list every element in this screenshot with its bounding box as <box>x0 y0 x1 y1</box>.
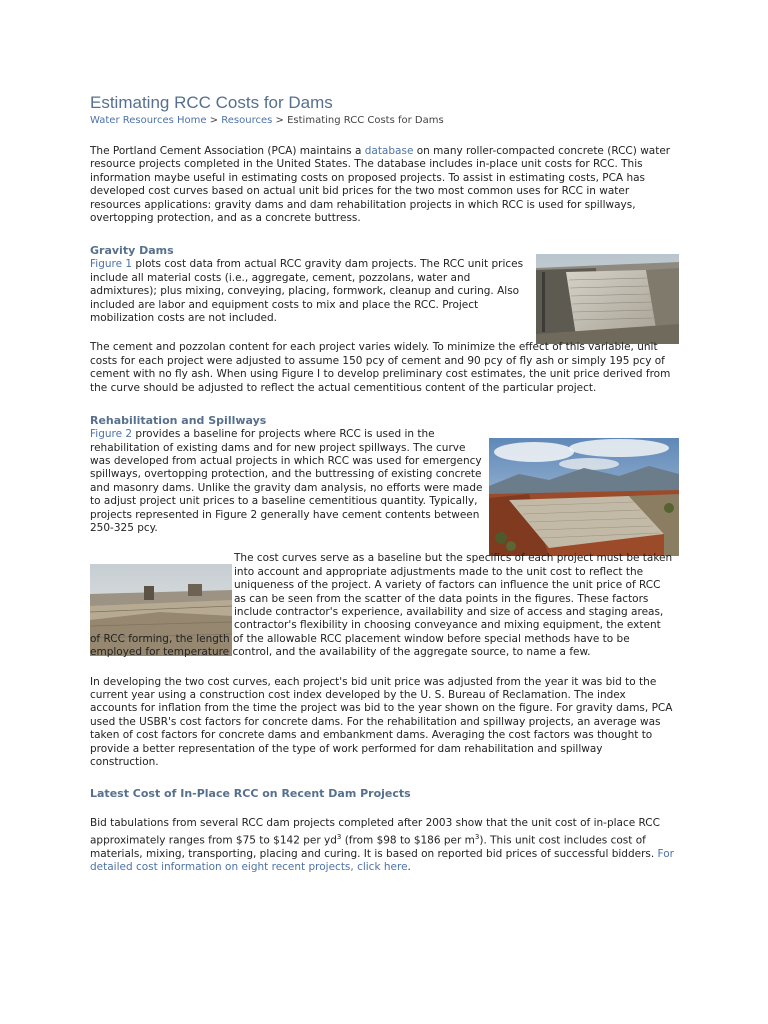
article <box>90 92 678 875</box>
latest-cost-heading: Latest Cost of In-Place RCC on Recent Dam Projects <box>90 787 411 801</box>
rehab-paragraph-3: In developing the two cost curves, each project's bid unit price was adjusted from the year it was bid to the current year using a construction cost index developed by the U. S. Bureau of Reclamation. The index accounts for inflation from the time the project was bid to the year shown on the figure. For gravity dams, PCA used the USBR's cost factors for concrete dams. For the rehabilitation and spillway projects, an average was taken of cost factors for concrete dams and embankment dams. Averaging the cost factors was thought to provide a better representation of the type of work performed for dam rehabilitation and spillway construction. <box>90 675 673 769</box>
figure-2-link[interactable]: Figure 2 <box>90 428 133 441</box>
intro-paragraph: The Portland Cement Association (PCA) maintains a database on many roller-compacted concrete (RCC) water resource projects completed in the United States. The database includes in-place unit costs for RCC. This information maybe useful in estimating costs on proposed projects. To assist in estimating costs, PCA has developed cost curves based on actual unit bid prices for the two most common uses for RCC in water resources applications: gravity dams and dam rehabilitation projects in which RCC is used for spillways, overtopping protection, and as a concrete buttress. <box>90 145 671 225</box>
gravity-dams-heading: Gravity Dams <box>90 244 174 258</box>
breadcrumb-home-link[interactable]: Water Resources Home <box>90 115 207 126</box>
gravity-paragraph-2: The cement and pozzolan content for each project varies widely. To minimize the effect of this variable, unit costs for each project were adjusted to assume 150 pcy of cement and 90 pcy of fly ash or simply 195 pcy of cement with no fly ash. When using Figure I to develop preliminary cost estimates, the unit price derived from the curve should be adjusted to reflect the actual cementitious content of the particular project. <box>90 341 671 394</box>
gravity-paragraph-1: Figure 1 plots cost data from actual RCC gravity dam projects. The RCC unit prices include all material costs (i.e., aggregate, cement, pozzolans, water and admixtures); plus mixing, conveying, placing, formwork, cleanup and curing. Also included are labor and equipment costs to mix and place the RCC. Project mobilization costs are not included. <box>90 258 524 325</box>
database-link[interactable]: database <box>364 145 414 157</box>
breadcrumb-separator: > <box>206 115 222 126</box>
page-title: Estimating RCC Costs for Dams <box>90 93 333 112</box>
breadcrumb <box>90 114 678 128</box>
rehab-paragraph-1: Figure 2 provides a baseline for projects where RCC is used in the rehabilitation of existing dams and for new project spillways. The curve was developed from actual projects in which RCC was used for emergency spillways, overtopping protection, and the buttressing of existing concrete and masonry dams. Unlike the gravity dam analysis, no efforts were made to adjust project unit prices to a baseline cementitious quantity. Typically, projects represented in Figure 2 generally have cement contents between 250-325 pcy. <box>90 428 483 534</box>
breadcrumb-resources-link[interactable]: Resources <box>221 115 273 126</box>
photo-float-spacer <box>90 535 234 629</box>
latest-cost-paragraph: Bid tabulations from several RCC dam projects completed after 2003 show that the unit cost of in-place RCC approximately ranges from $75 to $142 per $yd^3$ (from $98 to $186 per $m^3$). This unit cost includes cost of materials, mixing, transporting, placing and curing. It is based on reported bid prices of successful bidders. For detailed cost information on eight recent projects, click here. <box>90 817 674 874</box>
breadcrumb-separator: > <box>272 115 288 126</box>
recent-projects-link[interactable]: For detailed cost information on eight recent projects, click here <box>90 847 674 874</box>
breadcrumb-current: Estimating RCC Costs for Dams <box>287 115 444 126</box>
rehab-paragraph-2: The cost curves serve as a baseline but the specifics of each project must be taken into account and appropriate adjustments made to the unit cost to reflect the uniqueness of the project. A variety of factors can influence the unit price of RCC as can be seen from the scatter of the data points in the figures. These factors include contractor's experience, availability and size of access and staging areas, contractor's flexibility in choosing conveyance and mixing equipment, the extent of RCC forming, the length of the allowable RCC placement window before special methods have to be employed for temperature control, and the availability of the aggregate source, to name a few. <box>90 552 673 659</box>
figure-1-link[interactable]: Figure 1 <box>90 258 133 271</box>
rehabilitation-spillways-heading: Rehabilitation and Spillways <box>90 414 267 428</box>
